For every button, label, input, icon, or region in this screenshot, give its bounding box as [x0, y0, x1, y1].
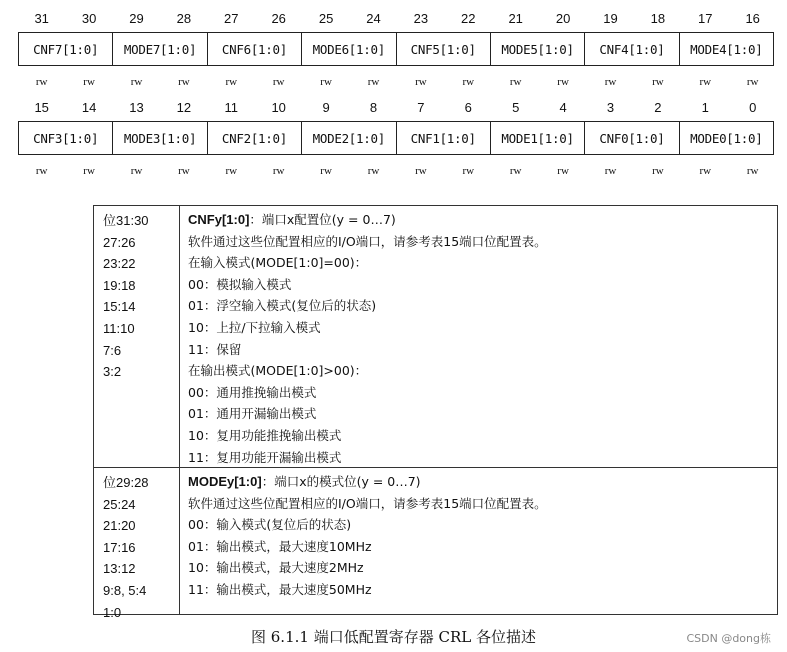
access-label: rw	[320, 76, 332, 88]
access-label: rw	[557, 165, 569, 177]
bit-range: 位31:30	[103, 213, 149, 228]
description-line: 软件通过这些位配置相应的I/O端口，请参考表15端口位配置表。	[188, 233, 547, 249]
bit-number: 13	[129, 100, 144, 115]
access-label: rw	[83, 165, 95, 177]
field-cnf0: CNF0[1:0]	[584, 122, 678, 154]
access-label: rw	[509, 76, 522, 88]
bit-number: 22	[461, 11, 476, 26]
field-mode1: MODE1[1:0]	[490, 122, 584, 154]
access-label: rw	[699, 165, 712, 177]
figure-caption: 图 6.1.1 端口低配置寄存器 CRL 各位描述	[251, 628, 536, 646]
bit-number: 6	[464, 100, 472, 115]
description-line: 01：通用开漏输出模式	[188, 406, 317, 422]
register-fields-upper	[18, 32, 774, 66]
access-label: rw	[225, 165, 238, 177]
description-line: 10：复用功能推挽输出模式	[188, 427, 342, 443]
mode-field-title: ：端口x的模式位(y = 0…7)	[261, 474, 421, 489]
access-label: rw	[415, 76, 427, 88]
access-label: rw	[178, 76, 190, 88]
bit-range: 9:8, 5:4	[103, 582, 147, 598]
access-label: rw	[272, 76, 285, 88]
field-cnf4: CNF4[1:0]	[584, 33, 678, 65]
mode-bit-positions	[94, 468, 180, 620]
cnf-field-title: ：端口x配置位(y = 0…7)	[249, 212, 396, 227]
bit-number: 5	[512, 100, 520, 115]
field-mode4: MODE4[1:0]	[679, 33, 773, 65]
bit-number: 3	[606, 100, 615, 115]
bit-range: 位29:28	[103, 475, 149, 490]
bit-number: 10	[271, 100, 286, 115]
cnf-bit-positions	[94, 206, 180, 467]
access-label: rw	[604, 76, 617, 88]
description-line: 00：输入模式(复位后的状态)	[188, 517, 352, 533]
description-line: 11：保留	[188, 341, 242, 357]
mode-heading	[188, 471, 777, 493]
bit-numbers-upper	[18, 10, 776, 28]
description-line: 11：输出模式，最大速度50MHz	[188, 581, 372, 597]
mode-field-name: MODEy[1:0]	[188, 474, 262, 489]
description-line: 11：复用功能开漏输出模式	[188, 449, 342, 465]
watermark: CSDN @dong栋	[686, 632, 771, 645]
bit-number: 25	[318, 11, 334, 26]
cnf-heading	[188, 209, 777, 231]
access-label: rw	[35, 165, 48, 177]
bit-range: 15:14	[103, 299, 136, 315]
bit-range: 7:6	[103, 342, 122, 358]
access-row-upper	[18, 74, 776, 90]
access-label: rw	[130, 165, 143, 177]
access-row-lower	[18, 163, 776, 179]
bit-range: 23:22	[103, 256, 136, 272]
register-fields-lower	[18, 121, 774, 155]
access-label: rw	[35, 76, 48, 88]
access-label: rw	[367, 76, 380, 88]
access-label: rw	[225, 76, 238, 88]
access-label: rw	[178, 165, 190, 177]
mode-description-text	[180, 468, 777, 614]
bit-number: 30	[81, 11, 97, 26]
access-label: rw	[652, 165, 664, 177]
field-mode5: MODE5[1:0]	[490, 33, 584, 65]
bit-number: 18	[650, 11, 666, 26]
description-line: 00：通用推挽输出模式	[188, 384, 317, 400]
bit-number: 4	[559, 100, 567, 115]
field-mode2: MODE2[1:0]	[301, 122, 395, 154]
cnf-description-row	[94, 206, 777, 468]
access-label: rw	[83, 76, 95, 88]
access-label: rw	[462, 76, 475, 88]
bit-number: 20	[555, 11, 571, 26]
bit-number: 17	[698, 11, 713, 26]
field-cnf7: CNF7[1:0]	[33, 41, 99, 57]
description-line: 10：输出模式，最大速度2MHz	[188, 560, 364, 576]
access-label: rw	[509, 165, 522, 177]
access-label: rw	[557, 76, 569, 88]
bit-number: 11	[224, 100, 239, 115]
field-mode3: MODE3[1:0]	[112, 122, 206, 154]
bit-number: 0	[749, 100, 757, 115]
description-line: 10：上拉/下拉输入模式	[188, 319, 321, 335]
bit-number: 19	[603, 11, 618, 26]
bit-number: 2	[654, 100, 662, 115]
bit-range: 21:20	[103, 518, 136, 534]
field-cnf3: CNF3[1:0]	[33, 130, 99, 146]
bit-range: 11:10	[103, 320, 135, 336]
field-cnf5: CNF5[1:0]	[396, 33, 490, 65]
bit-number: 1	[701, 100, 709, 115]
bit-description-table	[93, 205, 778, 620]
bit-number: 12	[176, 100, 192, 115]
bit-number: 29	[129, 11, 144, 26]
field-mode7: MODE7[1:0]	[112, 33, 206, 65]
field-mode0: MODE0[1:0]	[679, 122, 773, 154]
access-label: rw	[320, 165, 332, 177]
bit-number: 28	[176, 11, 192, 26]
bit-range: 3:2	[103, 364, 122, 380]
description-line: 01：浮空输入模式(复位后的状态)	[188, 298, 377, 314]
access-label: rw	[367, 165, 380, 177]
field-mode6: MODE6[1:0]	[301, 33, 395, 65]
mode-description-row	[94, 468, 777, 620]
description-line: 在输入模式(MODE[1:0]=00)：	[188, 255, 368, 271]
bit-range: 1:0	[103, 604, 122, 620]
access-label: rw	[746, 165, 759, 177]
bit-number: 8	[369, 100, 378, 115]
bit-number: 16	[745, 11, 760, 26]
field-cnf2: CNF2[1:0]	[207, 122, 301, 154]
access-label: rw	[130, 76, 143, 88]
description-line: 软件通过这些位配置相应的I/O端口，请参考表15端口位配置表。	[188, 495, 547, 511]
access-label: rw	[746, 76, 759, 88]
access-label: rw	[604, 165, 617, 177]
bit-number: 23	[413, 11, 429, 26]
bit-number: 26	[271, 11, 286, 26]
bit-number: 7	[417, 100, 425, 115]
access-label: rw	[272, 165, 285, 177]
cnf-description-text	[180, 206, 777, 467]
bit-number: 9	[322, 100, 330, 115]
bit-numbers-lower	[18, 99, 776, 117]
access-label: rw	[462, 165, 475, 177]
field-cnf6: CNF6[1:0]	[207, 33, 301, 65]
bit-number: 14	[81, 100, 97, 115]
bit-range: 25:24	[103, 496, 136, 512]
bit-number: 24	[366, 11, 381, 26]
bit-number: 27	[224, 11, 239, 26]
cnf-field-name: CNFy[1:0]	[188, 212, 250, 227]
bit-number: 21	[508, 11, 523, 26]
description-line: 00：模拟输入模式	[188, 276, 292, 292]
access-label: rw	[699, 76, 712, 88]
access-label: rw	[415, 165, 427, 177]
bit-range: 27:26	[103, 234, 136, 250]
description-line: 01：输出模式，最大速度10MHz	[188, 538, 372, 554]
bit-range: 19:18	[103, 277, 136, 293]
bit-number: 31	[34, 11, 49, 26]
bit-range: 13:12	[103, 561, 136, 577]
bit-range: 17:16	[103, 539, 136, 555]
access-label: rw	[652, 76, 664, 88]
description-line: 在输出模式(MODE[1:0]>00)：	[188, 363, 368, 379]
bit-number: 15	[34, 100, 49, 115]
field-cnf1: CNF1[1:0]	[396, 122, 490, 154]
